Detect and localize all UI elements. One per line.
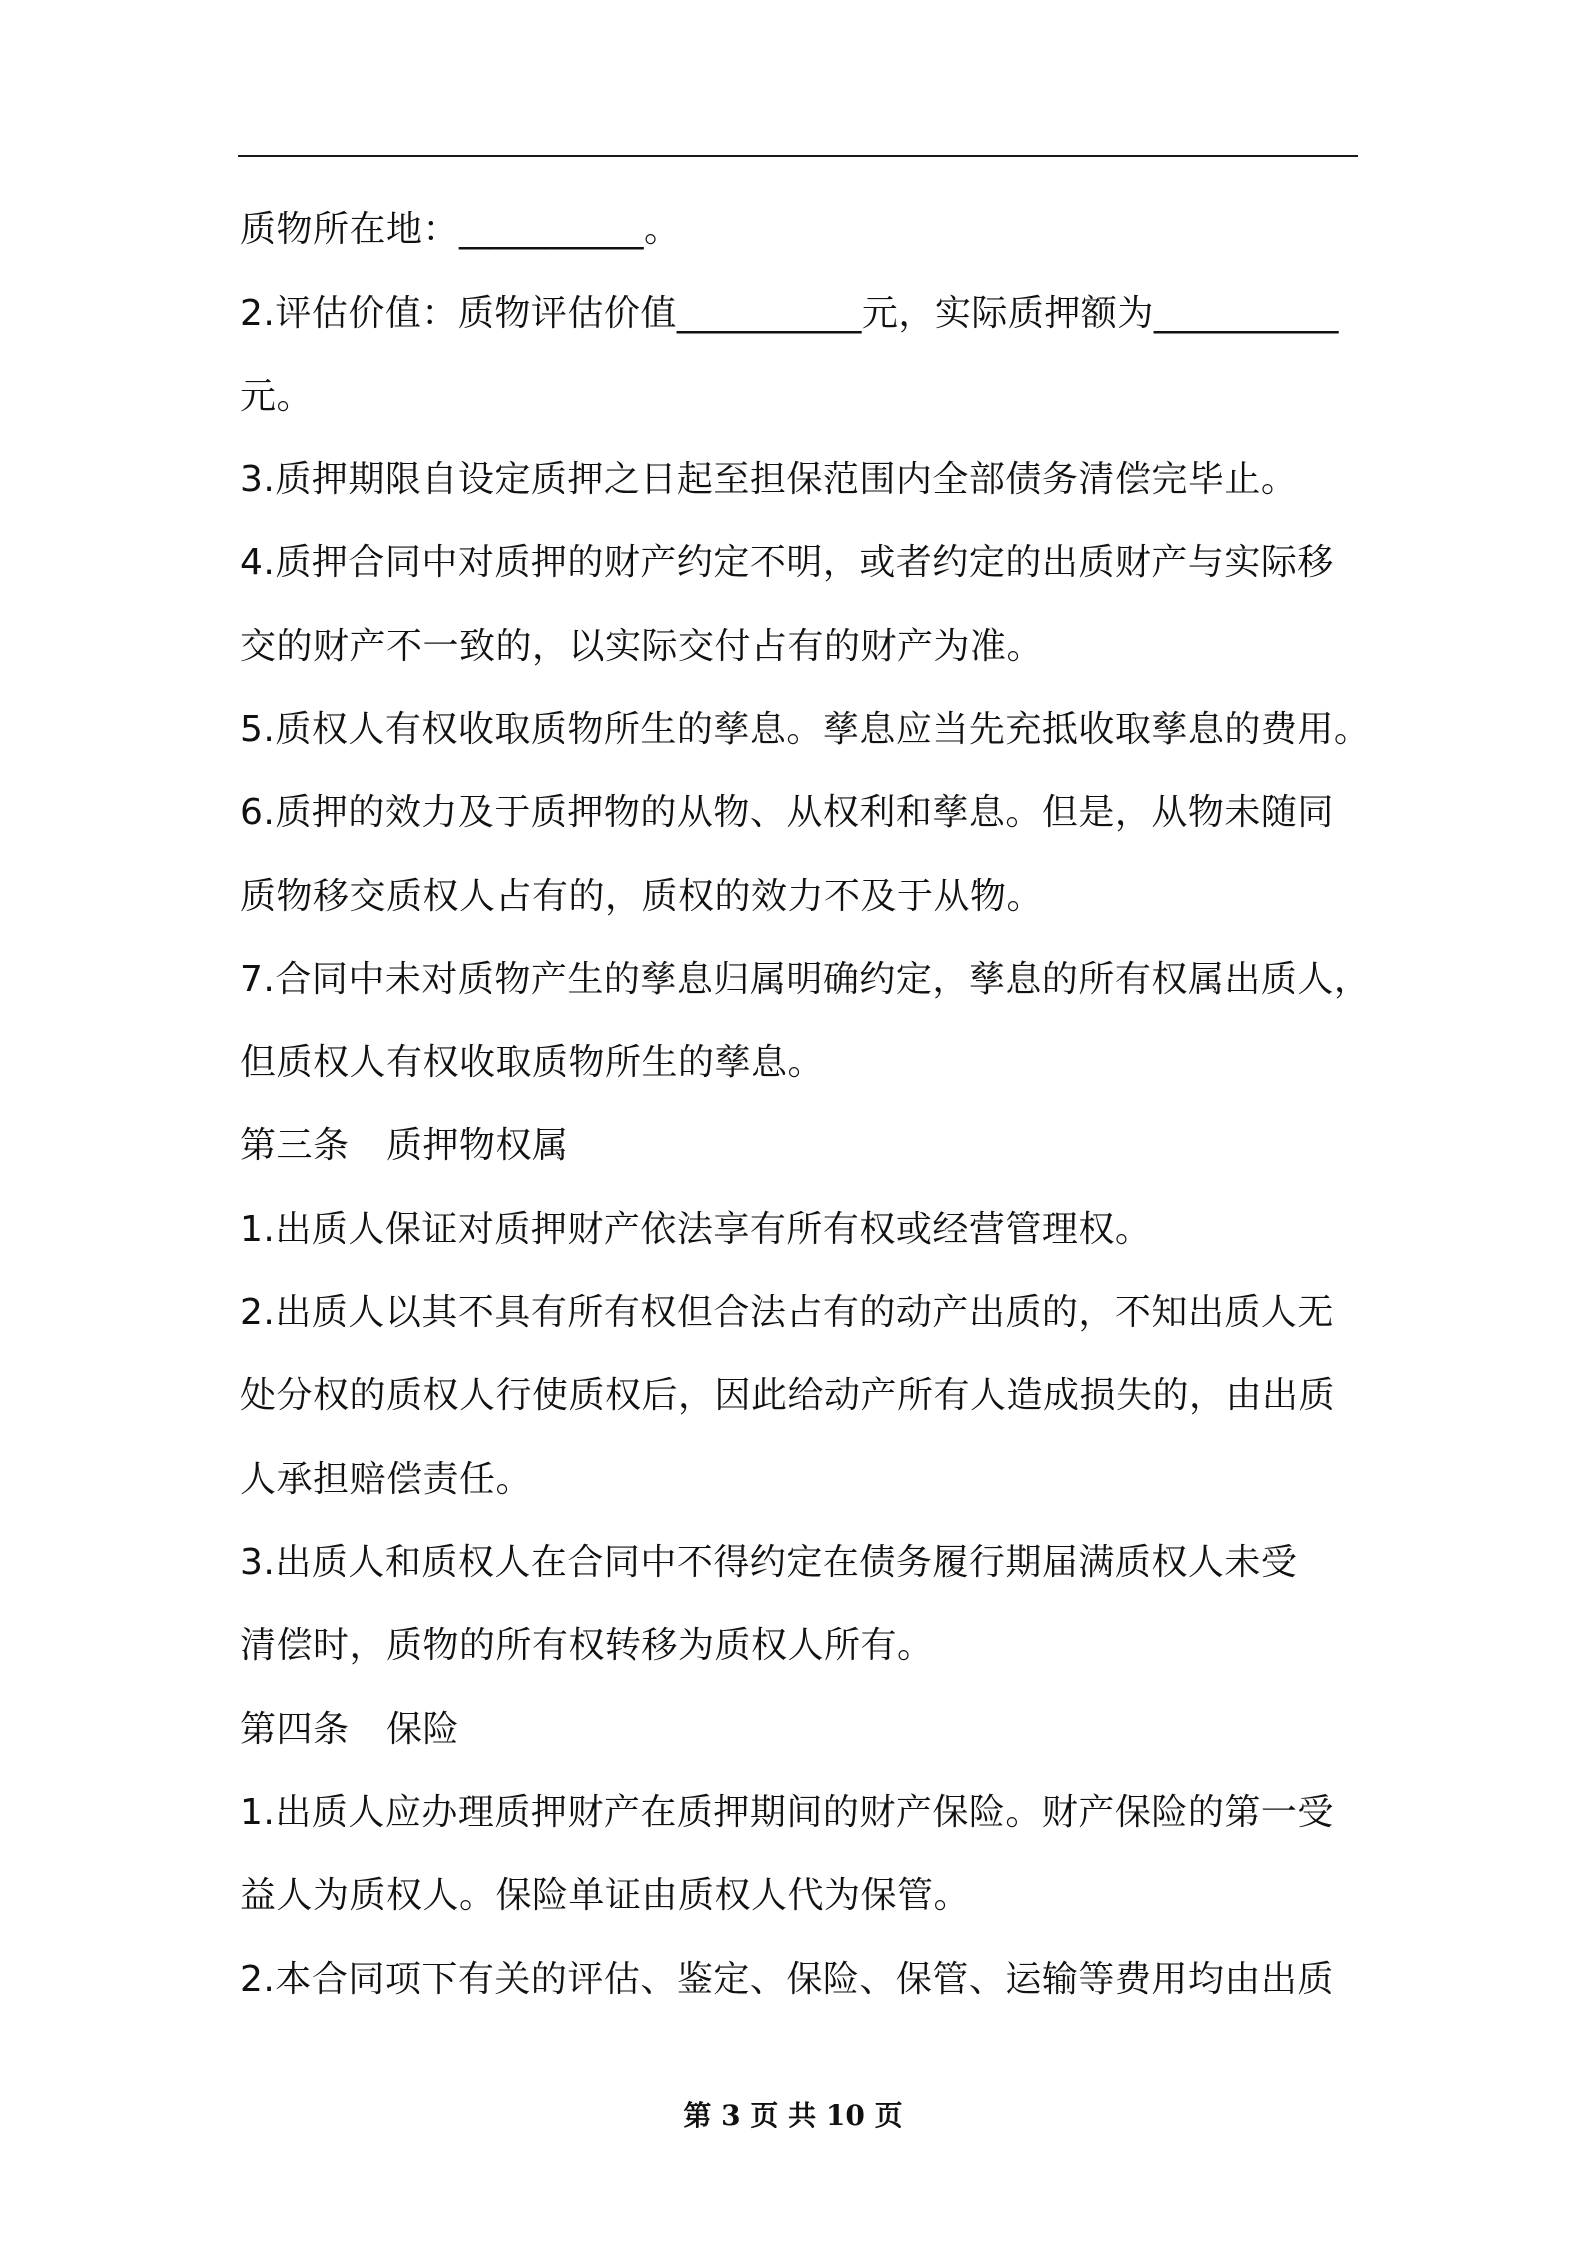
text-line: 4.质押合同中对质押的财产约定不明，或者约定的出质财产与实际移 — [240, 542, 1334, 583]
text-line: 2.本合同项下有关的评估、鉴定、保险、保管、运输等费用均由出质 — [240, 1959, 1334, 2000]
text-line: 元。 — [240, 376, 314, 417]
text-line: 1.出质人保证对质押财产依法享有所有权或经营管理权。 — [240, 1209, 1152, 1250]
text-line: 3.出质人和质权人在合同中不得约定在债务履行期届满质权人未受 — [240, 1542, 1298, 1583]
text-line: 清偿时，质物的所有权转移为质权人所有。 — [240, 1625, 934, 1666]
text-line: 5.质权人有权收取质物所生的孳息。孳息应当先充抵收取孳息的费用。 — [240, 709, 1371, 750]
text-line: 但质权人有权收取质物所生的孳息。 — [240, 1042, 825, 1083]
text-line: 2.评估价值：质物评估价值__________元，实际质押额为__________ — [240, 293, 1339, 334]
text-line: 7.合同中未对质物产生的孳息归属明确约定，孳息的所有权属出质人， — [240, 959, 1371, 1000]
text-line: 益人为质权人。保险单证由质权人代为保管。 — [240, 1875, 971, 1916]
text-line: 人承担赔偿责任。 — [240, 1459, 533, 1500]
text-line: 2.出质人以其不具有所有权但合法占有的动产出质的，不知出质人无 — [240, 1292, 1334, 1333]
text-line: 6.质押的效力及于质押物的从物、从权利和孳息。但是，从物未随同 — [240, 792, 1334, 833]
text-line: 3.质押期限自设定质押之日起至担保范围内全部债务清偿完毕止。 — [240, 459, 1298, 500]
header-rule — [238, 155, 1358, 157]
text-line: 1.出质人应办理质押财产在质押期间的财产保险。财产保险的第一受 — [240, 1792, 1334, 1833]
page-number-footer: 第 3 页 共 10 页 — [683, 2099, 903, 2132]
section-heading: 第四条 保险 — [240, 1709, 460, 1750]
text-line: 交的财产不一致的，以实际交付占有的财产为准。 — [240, 626, 1044, 667]
text-line: 处分权的质权人行使质权后，因此给动产所有人造成损失的，由出质 — [240, 1375, 1336, 1416]
text-line: 质物所在地：__________。 — [240, 209, 681, 250]
section-heading: 第三条 质押物权属 — [240, 1125, 569, 1166]
text-line: 质物移交质权人占有的，质权的效力不及于从物。 — [240, 876, 1044, 917]
